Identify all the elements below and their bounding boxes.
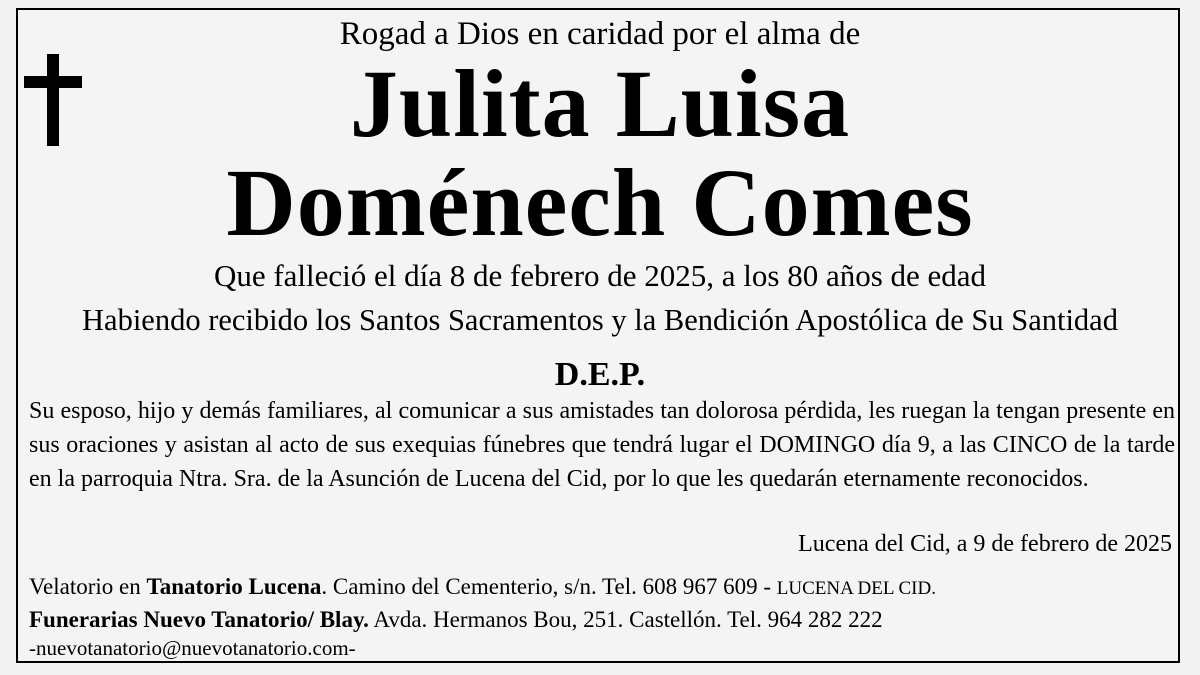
funeral-home-address: Avda. Hermanos Bou, 251. Castellón. Tel. 964 282 222 xyxy=(368,607,883,632)
funeral-home-email[interactable]: -nuevotanatorio@nuevotanatorio.com- xyxy=(29,636,356,660)
wake-address: . Camino del Cementerio, s/n. Tel. 608 967 609 - xyxy=(321,574,777,599)
wake-town: LUCENA DEL CID. xyxy=(776,578,936,599)
deceased-name-line2: Doménech Comes xyxy=(226,149,974,256)
sacraments-line: Habiendo recibido los Santos Sacramentos y la Bendición Apostólica de Su Santidad xyxy=(82,303,1118,337)
funeral-home-name: Funerarias Nuevo Tanatorio/ Blay. xyxy=(29,607,369,632)
notice-body: Su esposo, hijo y demás familiares, al comunicar a sus amistades tan dolorosa pérdida, les ruegan la tengan presente en sus oraciones y asistan al acto de sus exequias fúnebres que tendrá lugar el DOMINGO día 9, a las CINCO de la tarde en la parroquia Ntra. Sra. de la Asunción de Lucena del Cid, por lo que les quedarán eternamente reconocidos. xyxy=(29,398,1175,492)
place-date: Lucena del Cid, a 9 de febrero de 2025 xyxy=(798,531,1172,557)
funeral-home-info xyxy=(29,605,883,635)
dep-heading: D.E.P. xyxy=(554,356,646,393)
pre-title: Rogad a Dios en caridad por el alma de xyxy=(339,16,861,52)
wake-place: Tanatorio Lucena xyxy=(146,574,322,599)
wake-info xyxy=(29,572,936,604)
death-date-line: Que falleció el día 8 de febrero de 2025, a los 80 años de edad xyxy=(213,258,987,293)
wake-prefix: Velatorio en xyxy=(29,574,147,599)
deceased-name-line1: Julita Luisa xyxy=(349,50,851,157)
